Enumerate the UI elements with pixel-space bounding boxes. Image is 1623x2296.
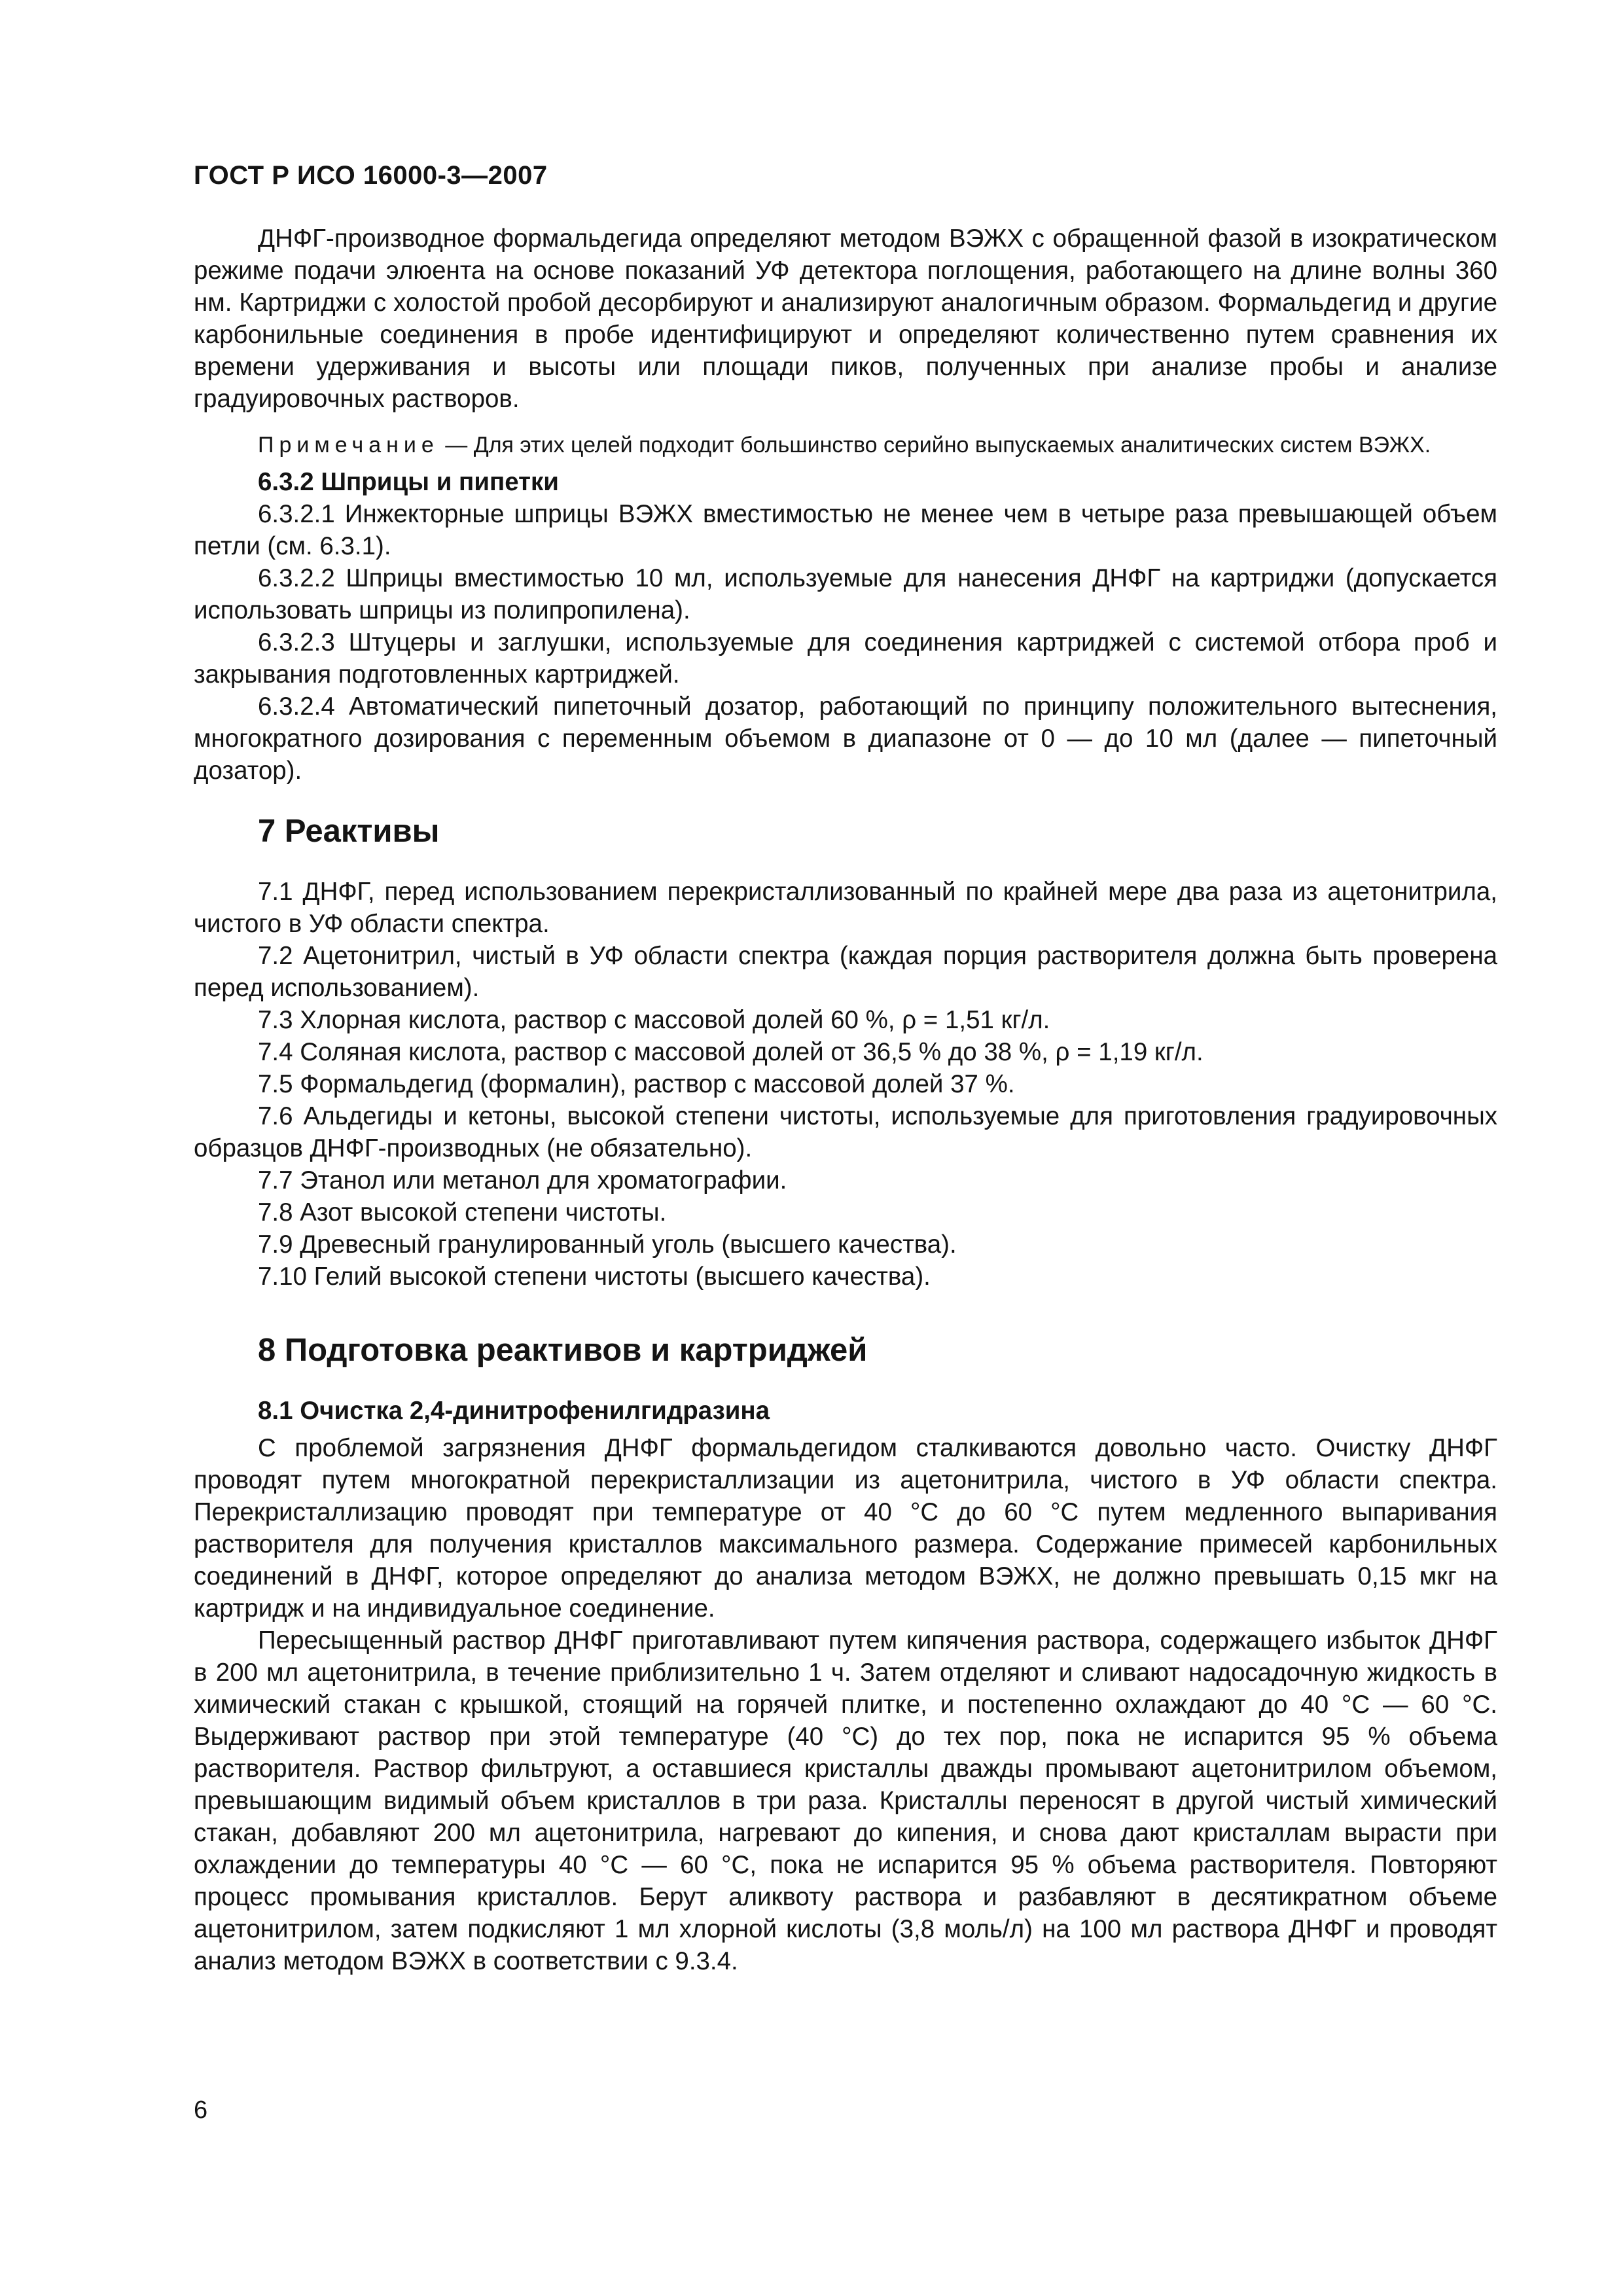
- paragraph-8-1-b: Пересыщенный раствор ДНФГ приготавливают путем кипячения раствора, содержащего избыток ДНФГ в 200 мл ацетонитрила, в течение приблизительно 1 ч. Затем отделяют и сливают надосадочную жидкость в химический стакан с крышкой, стоящий на горячей плитке, и постепенно охлаждают до 40 °С — 60 °С. Выдерживают раствор при этой температуре (40 °С) до тех пор, пока не испарится 95 % объема растворителя. Раствор фильтруют, а оставшиеся кристаллы дважды промывают ацетонитрилом объемом, превышающим видимый объем кристаллов в три раза. Кристаллы переносят в другой чистый химический стакан, добавляют 200 мл ацетонитрила, нагревают до кипения, и снова дают кристаллам вырасти при охлаждении до температуры 40 °С — 60 °С, пока не испарится 95 % объема растворителя. Повторяют процесс промывания кристаллов. Берут аликвоту раствора и разбавляют в десятикратном объеме ацетонитрилом, затем подкисляют 1 мл хлорной кислоты (3,8 моль/л) на 100 мл раствора ДНФГ и проводят анализ методом ВЭЖХ в соответствии с 9.3.4.: [194, 1626, 1497, 1975]
- clause-7-9: 7.9 Древесный гранулированный уголь (высшего качества).: [258, 1230, 957, 1259]
- clause-7-8: 7.8 Азот высокой степени чистоты.: [258, 1198, 667, 1227]
- subsection-title-8-1: 8.1 Очистка 2,4-динитрофенилгидразина: [258, 1397, 770, 1425]
- subsection-title-6-3-2: 6.3.2 Шприцы и пипетки: [258, 468, 559, 496]
- section-title-8: 8 Подготовка реактивов и картриджей: [258, 1333, 868, 1368]
- clause-7-7: 7.7 Этанол или метанол для хроматографии.: [258, 1166, 787, 1194]
- standard-designation: ГОСТ Р ИСО 16000-3—2007: [194, 161, 548, 190]
- intro-paragraph: ДНФГ-производное формальдегида определяют методом ВЭЖХ с обращенной фазой в изократическом режиме подачи элюента на основе показаний УФ детектора поглощения, работающего на длине волны 360 нм. Картриджи с холостой пробой десорбируют и анализируют аналогичным образом. Формальдегид и другие карбонильные соединения в пробе идентифицируют и определяют количественно путем сравнения их времени удерживания и высоты или площади пиков, полученных при анализе пробы и анализе градуировочных растворов.: [194, 224, 1497, 413]
- clause-6-3-2-3: 6.3.2.3 Штуцеры и заглушки, используемые для соединения картриджей с системой отбора проб и закрывания подготовленных картриджей.: [194, 628, 1497, 689]
- clause-7-2: 7.2 Ацетонитрил, чистый в УФ области спектра (каждая порция растворителя должна быть проверена перед использованием).: [194, 942, 1497, 1002]
- clause-7-1: 7.1 ДНФГ, перед использованием перекристаллизованный по крайней мере два раза из ацетонитрила, чистого в УФ области спектра.: [194, 878, 1497, 938]
- note-label: Примечание: [258, 433, 439, 457]
- section-title-7: 7 Реактивы: [258, 814, 440, 849]
- clause-7-3: 7.3 Хлорная кислота, раствор с массовой долей 60 %, ρ = 1,51 кг/л.: [258, 1006, 1050, 1034]
- note-text: — Для этих целей подходит большинство серийно выпускаемых аналитических систем ВЭЖХ.: [445, 433, 1431, 457]
- clause-7-6: 7.6 Альдегиды и кетоны, высокой степени чистоты, используемые для приготовления градуировочных образцов ДНФГ-производных (не обязательно).: [194, 1102, 1497, 1162]
- note-paragraph: [194, 429, 1497, 461]
- clause-6-3-2-1: 6.3.2.1 Инжекторные шприцы ВЭЖХ вместимостью не менее чем в четыре раза превышающей объем петли (см. 6.3.1).: [194, 500, 1497, 560]
- page-number: 6: [194, 2096, 208, 2124]
- page-content: [194, 223, 1497, 1977]
- clause-7-4: 7.4 Соляная кислота, раствор с массовой долей от 36,5 % до 38 %, ρ = 1,19 кг/л.: [258, 1038, 1204, 1066]
- clause-7-10: 7.10 Гелий высокой степени чистоты (высшего качества).: [258, 1263, 931, 1291]
- clause-7-5: 7.5 Формальдегид (формалин), раствор с массовой долей 37 %.: [258, 1070, 1015, 1098]
- paragraph-8-1-a: С проблемой загрязнения ДНФГ формальдегидом сталкиваются довольно часто. Очистку ДНФГ проводят путем многократной перекристаллизации из ацетонитрила, чистого в УФ области спектра. Перекристаллизацию проводят при температуре от 40 °С до 60 °С путем медленного выпаривания растворителя для получения кристаллов максимального размера. Содержание примесей карбонильных соединений в ДНФГ, которое определяют до анализа методом ВЭЖХ, не должно превышать 0,15 мкг на картридж и на индивидуальное соединение.: [194, 1434, 1497, 1623]
- clause-6-3-2-2: 6.3.2.2 Шприцы вместимостью 10 мл, используемые для нанесения ДНФГ на картриджи (допускается использовать шприцы из полипропилена).: [194, 564, 1497, 624]
- clause-6-3-2-4: 6.3.2.4 Автоматический пипеточный дозатор, работающий по принципу положительного вытеснения, многократного дозирования с переменным объемом в диапазоне от 0 — до 10 мл (далее — пипеточный дозатор).: [194, 692, 1497, 785]
